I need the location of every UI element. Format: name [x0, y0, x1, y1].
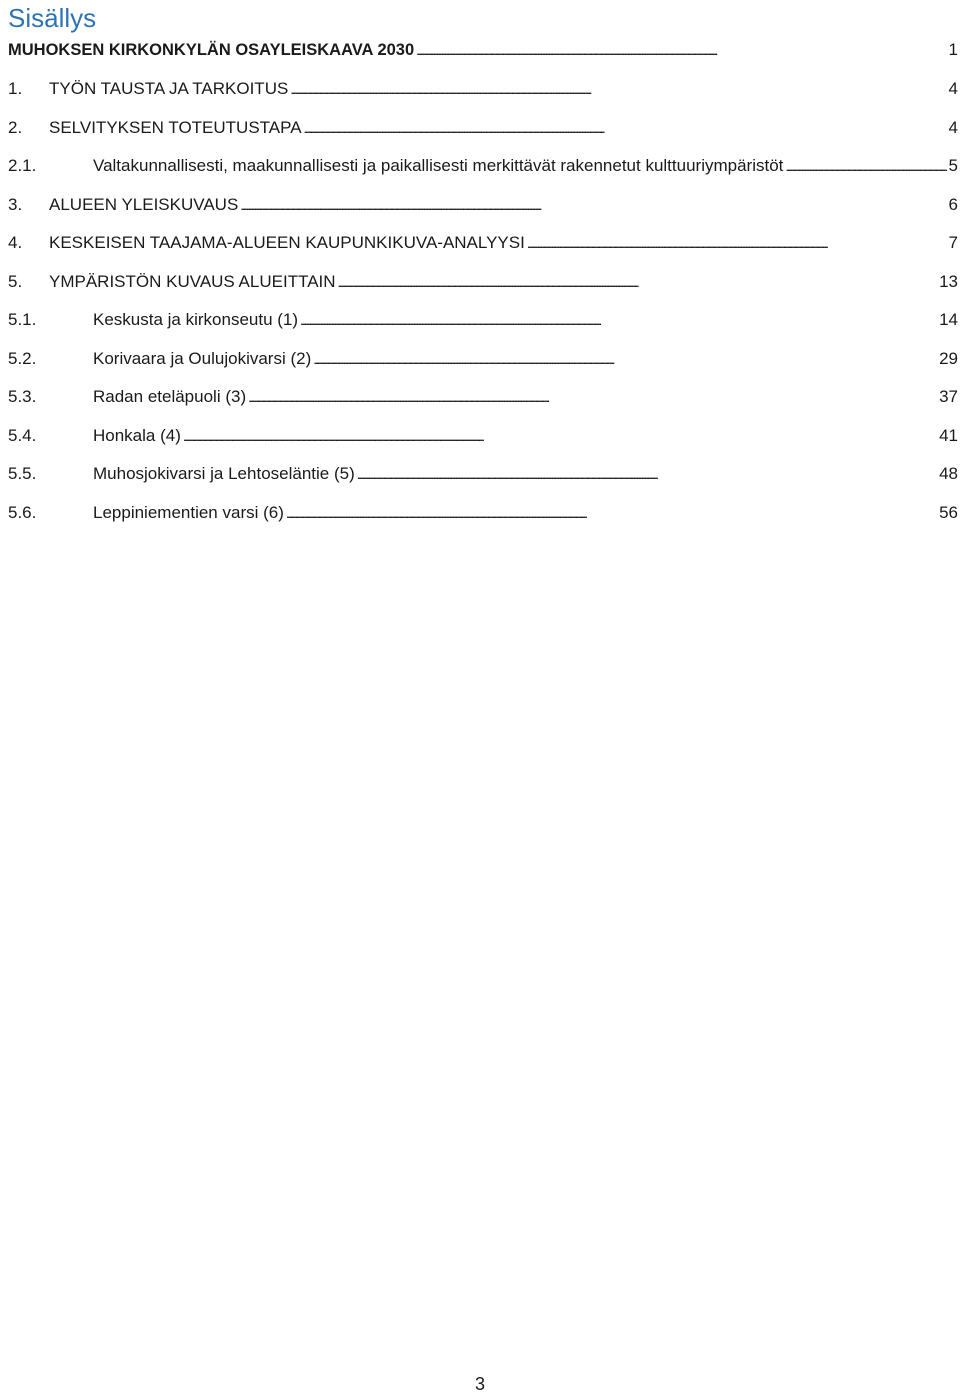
toc-entry-title: Valtakunnallisesti, maakunnallisesti ja paikallisesti merkittävät rakennetut kulttuuriympäristöt	[93, 156, 784, 175]
toc-dot-leader	[286, 504, 937, 518]
toc-dot-leader	[785, 157, 946, 171]
toc-dot-leader	[357, 465, 937, 479]
toc-dot-leader	[416, 41, 946, 55]
toc-entry-page: 5	[948, 156, 958, 175]
toc-entry-number: 2.1.	[8, 156, 37, 175]
toc-entry-title: ALUEEN YLEISKUVAUS	[49, 195, 239, 214]
toc-entry-number: 5.2.	[8, 349, 37, 368]
toc-entry[interactable]	[8, 195, 958, 219]
toc-entry-number: 3.	[8, 195, 23, 214]
toc-dot-leader	[183, 427, 937, 441]
toc-entry[interactable]	[8, 387, 958, 411]
toc-entry-page: 48	[939, 464, 958, 483]
toc-dot-leader	[304, 119, 947, 133]
toc-heading: Sisällys	[8, 3, 97, 33]
toc-entry-title: MUHOKSEN KIRKONKYLÄN OSAYLEISKAAVA 2030	[8, 41, 415, 59]
toc-dot-leader	[313, 350, 937, 364]
toc-entry[interactable]	[8, 464, 958, 488]
toc-entry-number: 5.4.	[8, 426, 37, 445]
toc-entry-page: 4	[948, 118, 958, 137]
toc-entry-page: 37	[939, 387, 958, 406]
toc-entry[interactable]	[8, 118, 958, 142]
toc-entry[interactable]	[8, 233, 958, 257]
toc-entry-page: 29	[939, 349, 958, 368]
toc-entry-title: Muhosjokivarsi ja Lehtoseläntie (5)	[93, 464, 355, 483]
toc-entry-number: 5.6.	[8, 503, 37, 522]
toc-dot-leader	[248, 388, 937, 402]
toc-entry[interactable]	[8, 426, 958, 450]
toc-entry-title: YMPÄRISTÖN KUVAUS ALUEITTAIN	[49, 272, 336, 291]
toc-entry-page: 14	[939, 310, 958, 329]
toc-entry-page: 1	[948, 40, 958, 59]
toc-entry-title: Radan eteläpuoli (3)	[93, 387, 247, 406]
toc-entry-page: 7	[948, 233, 958, 252]
toc-entry-number: 5.3.	[8, 387, 37, 406]
toc-entry-number: 5.1.	[8, 310, 37, 329]
toc-entry-number: 4.	[8, 233, 23, 252]
toc-entry-number: 5.5.	[8, 464, 37, 483]
toc-entry-page: 6	[948, 195, 958, 214]
toc-entry-page: 56	[939, 503, 958, 522]
toc-entry-page: 4	[948, 79, 958, 98]
toc-entry[interactable]	[8, 310, 958, 334]
toc-dot-leader	[240, 196, 946, 210]
toc-entry-title: SELVITYKSEN TOTEUTUSTAPA	[49, 118, 302, 137]
toc-entry-title: TYÖN TAUSTA JA TARKOITUS	[49, 79, 289, 98]
toc-entry-title: Korivaara ja Oulujokivarsi (2)	[93, 349, 312, 368]
toc-entry[interactable]	[8, 79, 958, 103]
toc-entry-title: Honkala (4)	[93, 426, 181, 445]
toc-dot-leader	[290, 80, 946, 94]
toc-dot-leader	[527, 234, 947, 248]
toc-entry-number: 2.	[8, 118, 23, 137]
toc-entry[interactable]	[8, 349, 958, 373]
toc-entry[interactable]	[8, 272, 958, 296]
toc-entry-page: 41	[939, 426, 958, 445]
toc-entry-title: Keskusta ja kirkonseutu (1)	[93, 310, 299, 329]
toc-entry-title: KESKEISEN TAAJAMA-ALUEEN KAUPUNKIKUVA-ANALYYSI	[49, 233, 525, 252]
toc-entry-number: 5.	[8, 272, 23, 291]
page-number: 3	[474, 1374, 485, 1394]
toc-entry[interactable]	[8, 40, 958, 64]
toc-entry-page: 13	[939, 272, 958, 291]
toc-entry-number: 1.	[8, 79, 23, 98]
toc-entry-title: Leppiniementien varsi (6)	[93, 503, 284, 522]
toc-entry[interactable]	[8, 156, 958, 180]
toc-entry[interactable]	[8, 503, 958, 527]
toc-dot-leader	[300, 311, 937, 325]
toc-dot-leader	[338, 273, 938, 287]
